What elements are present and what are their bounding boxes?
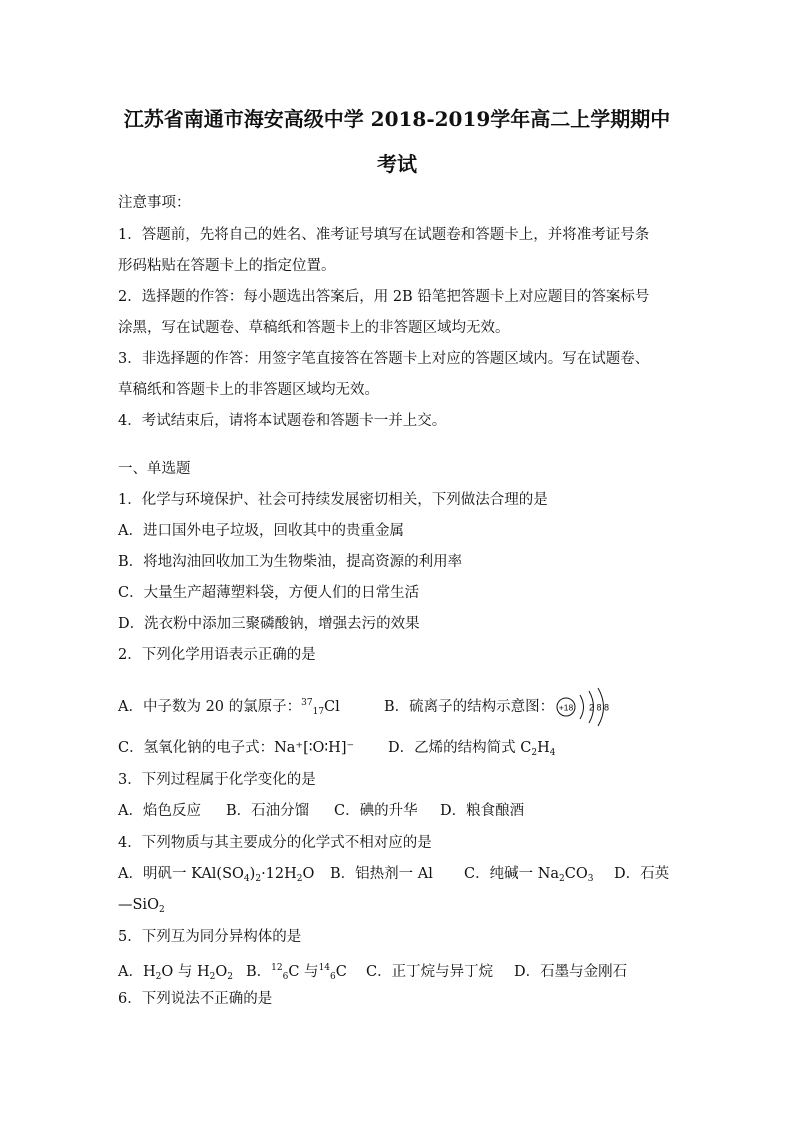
- q5-option-a: [118, 962, 246, 987]
- q4-c-part1: C．纯碱一 Na: [464, 866, 560, 882]
- q2-option-d-text: D．乙烯的结构简式 C: [388, 740, 532, 756]
- q4-option-b: B．铝热剂一 Al: [330, 866, 433, 882]
- q4-c-part2: CO: [564, 866, 588, 882]
- q5-a-part3: O: [215, 964, 228, 980]
- q5-b-middle: C 与: [288, 964, 319, 980]
- q5-a-part1: A．H: [118, 964, 156, 980]
- q5-b-prefix: B．: [246, 964, 272, 980]
- q4-d-part1: —SiO: [118, 897, 159, 913]
- q2-option-c: C．氢氧化钠的电子式：Na⁺[∶O∶H]⁻: [118, 740, 355, 756]
- notice-item2-line1: 2．选择题的作答：每小题选出答案后，用 2B 铅笔把答题卡上对应题目的答案标号: [118, 289, 650, 305]
- q2-option-b-text: B．硫离子的结构示意图：: [384, 699, 555, 715]
- q4-a-part4: O: [302, 866, 315, 882]
- q2-option-d: [388, 738, 555, 763]
- q5-stem: 5．下列互为同分异构体的是: [118, 929, 302, 945]
- q1-option-b: B．将地沟油回收加工为生物柴油，提高资源的利用率: [118, 554, 463, 570]
- q5-a-sub3: 2: [227, 972, 233, 982]
- q3-options: [118, 801, 678, 821]
- q4-a-part2: ): [249, 866, 256, 882]
- q6-stem: 6．下列说法不正确的是: [118, 991, 273, 1007]
- q4-a-part1: A．明矾一 KAl(SO: [118, 866, 244, 882]
- notice-item3-line2: 草稿纸和答题卡上的非答题区域均无效。: [118, 382, 379, 398]
- notice-item4: 4．考试结束后，请将本试题卷和答题卡一并上交。: [118, 413, 447, 429]
- q1-stem: 1．化学与环境保护、社会可持续发展密切相关，下列做法合理的是: [118, 492, 548, 508]
- q2-option-a-mass: 37: [301, 698, 313, 708]
- q2-stem: 2．下列化学用语表示正确的是: [118, 647, 316, 663]
- notice-item2-line2: 涂黑，写在试题卷、草稿纸和答题卡上的非答题区域均无效。: [118, 320, 510, 336]
- q5-b-z1: 6: [282, 972, 289, 982]
- sulfide-ion-structure-diagram: [554, 687, 624, 727]
- q4-d-sub: 2: [158, 905, 165, 915]
- q5-a-sub1: 2: [155, 972, 162, 982]
- q5-b-z2: 6: [330, 972, 336, 982]
- q5-a-part2: O 与 H: [161, 964, 210, 980]
- q4-a-sub1: 4: [243, 874, 250, 884]
- q2-option-d-sub1: 2: [531, 748, 538, 758]
- notice-item3-line1: 3．非选择题的作答：用签字笔直接答在答题卡上对应的答题区域内。写在试题卷、: [118, 351, 650, 367]
- q2-row-ab: [118, 683, 678, 732]
- nucleus-label: +18: [558, 702, 574, 713]
- q4-option-c: [464, 864, 614, 889]
- q2-option-a: [118, 683, 384, 732]
- q3-option-a: A．焰色反应: [118, 803, 201, 819]
- notice-header: 注意事项：: [118, 195, 191, 211]
- q5-option-b: [246, 958, 366, 987]
- q4-a-sub3: 2: [296, 874, 303, 884]
- q4-c-sub1: 2: [559, 874, 565, 884]
- exam-title-line1: 江苏省南通市海安高级中学 2018-2019学年高二上学期期中: [123, 107, 671, 131]
- q2-option-a-z: 17: [312, 707, 325, 717]
- q5-b-end: C: [335, 964, 347, 980]
- q5-option-c: C．正丁烷与异丁烷: [366, 964, 494, 980]
- q3-option-b: B．石油分馏: [226, 803, 310, 819]
- q4-c-sub2: 3: [587, 874, 594, 884]
- q5-a-sub2: 2: [209, 972, 216, 982]
- q4-a-sub2: 2: [255, 874, 262, 884]
- q3-stem: 3．下列过程属于化学变化的是: [118, 772, 316, 788]
- notice-item1-line1: 1．答题前，先将自己的姓名、准考证号填写在试题卷和答题卡上，并将准考证号条: [118, 227, 650, 243]
- q4-stem: 4．下列物质与其主要成分的化学式不相对应的是: [118, 835, 432, 851]
- q4-a-part3: ·12H: [261, 866, 297, 882]
- q2-row-cd: [118, 738, 678, 763]
- q1-option-d: D．洗衣粉中添加三聚磷酸钠，增强去污的效果: [118, 616, 420, 632]
- exam-title-line2: 考试: [377, 152, 417, 176]
- q2-option-a-element: Cl: [324, 699, 340, 715]
- q4-option-d: D．石英: [614, 866, 670, 882]
- q2-option-d-h: H: [537, 740, 550, 756]
- q5-options: [118, 958, 678, 987]
- q4-option-a: [118, 864, 330, 889]
- q1-option-a: A．进口国外电子垃圾，回收其中的贵重金属: [118, 523, 404, 539]
- q5-b-mass2: 14: [318, 963, 331, 973]
- q4-option-d-continued: [118, 895, 678, 920]
- q2-option-d-sub2: 4: [549, 748, 556, 758]
- notice-item1-line2: 形码粘贴在答题卡上的指定位置。: [118, 258, 336, 274]
- q1-option-c: C．大量生产超薄塑料袋，方便人们的日常生活: [118, 585, 420, 601]
- q2-option-a-text: A．中子数为 20 的氯原子：: [118, 699, 302, 715]
- q5-option-d: D．石墨与金刚石: [514, 964, 628, 980]
- q3-option-c: C．碘的升华: [334, 803, 418, 819]
- shell-electrons-label: 2 8 8: [589, 702, 610, 713]
- q2-option-b: [384, 687, 624, 727]
- section-heading: 一、单选题: [118, 461, 191, 477]
- q5-b-mass1: 12: [271, 963, 283, 973]
- q4-options: [118, 864, 678, 889]
- q3-option-d: D．粮食酿酒: [440, 803, 525, 819]
